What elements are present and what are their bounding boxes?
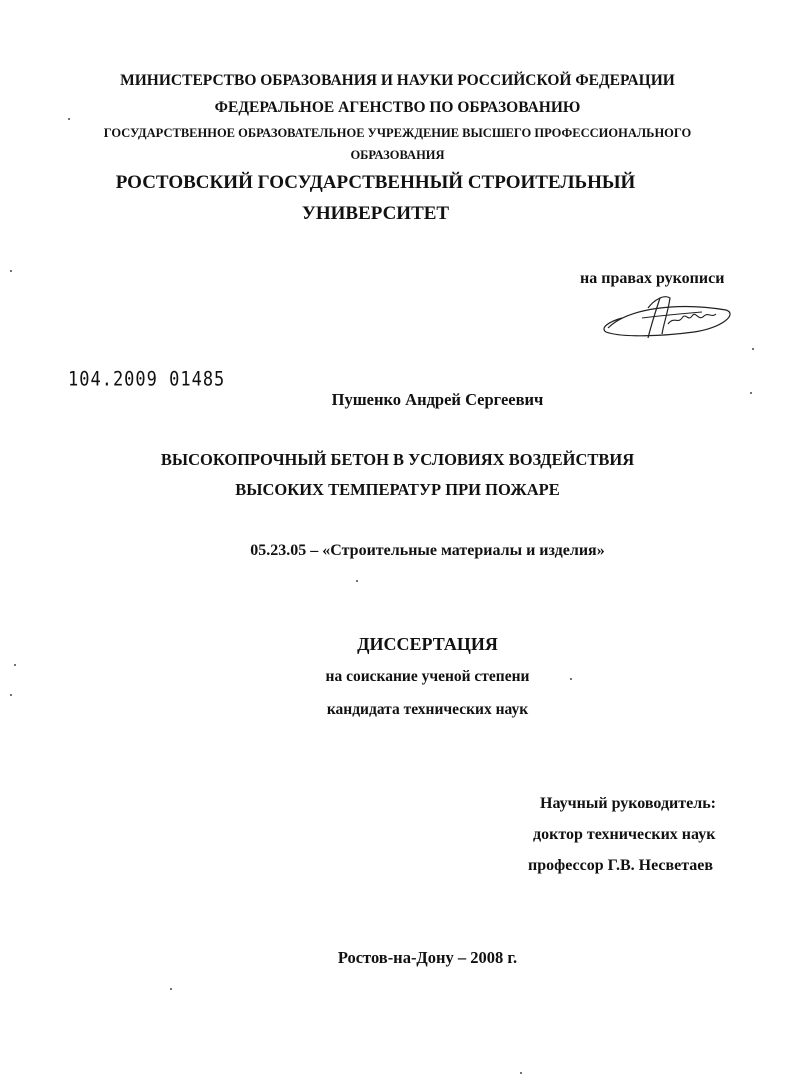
signature-image xyxy=(598,288,738,348)
ministry-line: МИНИСТЕРСТВО ОБРАЗОВАНИЯ И НАУКИ РОССИЙСКОЙ ФЕДЕРАЦИИ xyxy=(120,72,675,89)
institution-line-1: ГОСУДАРСТВЕННОЕ ОБРАЗОВАТЕЛЬНОЕ УЧРЕЖДЕНИЕ ВЫСШЕГО ПРОФЕССИОНАЛЬНОГО xyxy=(103,126,692,140)
scan-speck xyxy=(14,664,16,666)
university-line-2: УНИВЕРСИТЕТ xyxy=(301,203,450,224)
place-year: Ростов-на-Дону – 2008 г. xyxy=(337,948,518,967)
document-type-heading: ДИССЕРТАЦИЯ xyxy=(357,634,498,654)
title-line-2: ВЫСОКИХ ТЕМПЕРАТУР ПРИ ПОЖАРЕ xyxy=(235,480,560,499)
author-name: Пушенко Андрей Сергеевич xyxy=(331,390,544,409)
scan-speck xyxy=(752,348,754,350)
scan-speck xyxy=(520,1072,522,1074)
scan-speck xyxy=(68,118,70,120)
agency-line: ФЕДЕРАЛЬНОЕ АГЕНСТВО ПО ОБРАЗОВАНИЮ xyxy=(214,99,581,116)
scan-speck xyxy=(170,988,172,990)
supervisor-name: профессор Г.В. Несветаев xyxy=(528,857,714,874)
university-line-1: РОСТОВСКИЙ ГОСУДАРСТВЕННЫЙ СТРОИТЕЛЬНЫЙ xyxy=(115,172,636,193)
specialty-line: 05.23.05 – «Строительные материалы и изделия» xyxy=(250,542,605,559)
supervisor-label: Научный руководитель: xyxy=(540,795,716,812)
scan-speck xyxy=(356,580,358,582)
document-type-line-1: на соискание ученой степени xyxy=(325,668,530,685)
document-type-line-2: кандидата технических наук xyxy=(326,701,529,718)
inventory-number: 104.2009 01485 xyxy=(68,368,226,391)
scan-speck xyxy=(750,392,752,394)
manuscript-note: на правах рукописи xyxy=(580,270,725,287)
supervisor-degree: доктор технических наук xyxy=(533,826,716,843)
scan-speck xyxy=(10,270,12,272)
title-line-1: ВЫСОКОПРОЧНЫЙ БЕТОН В УСЛОВИЯХ ВОЗДЕЙСТВИЯ xyxy=(160,450,635,469)
institution-line-2: ОБРАЗОВАНИЯ xyxy=(350,148,445,162)
scan-speck xyxy=(570,678,572,680)
scan-speck xyxy=(10,694,12,696)
